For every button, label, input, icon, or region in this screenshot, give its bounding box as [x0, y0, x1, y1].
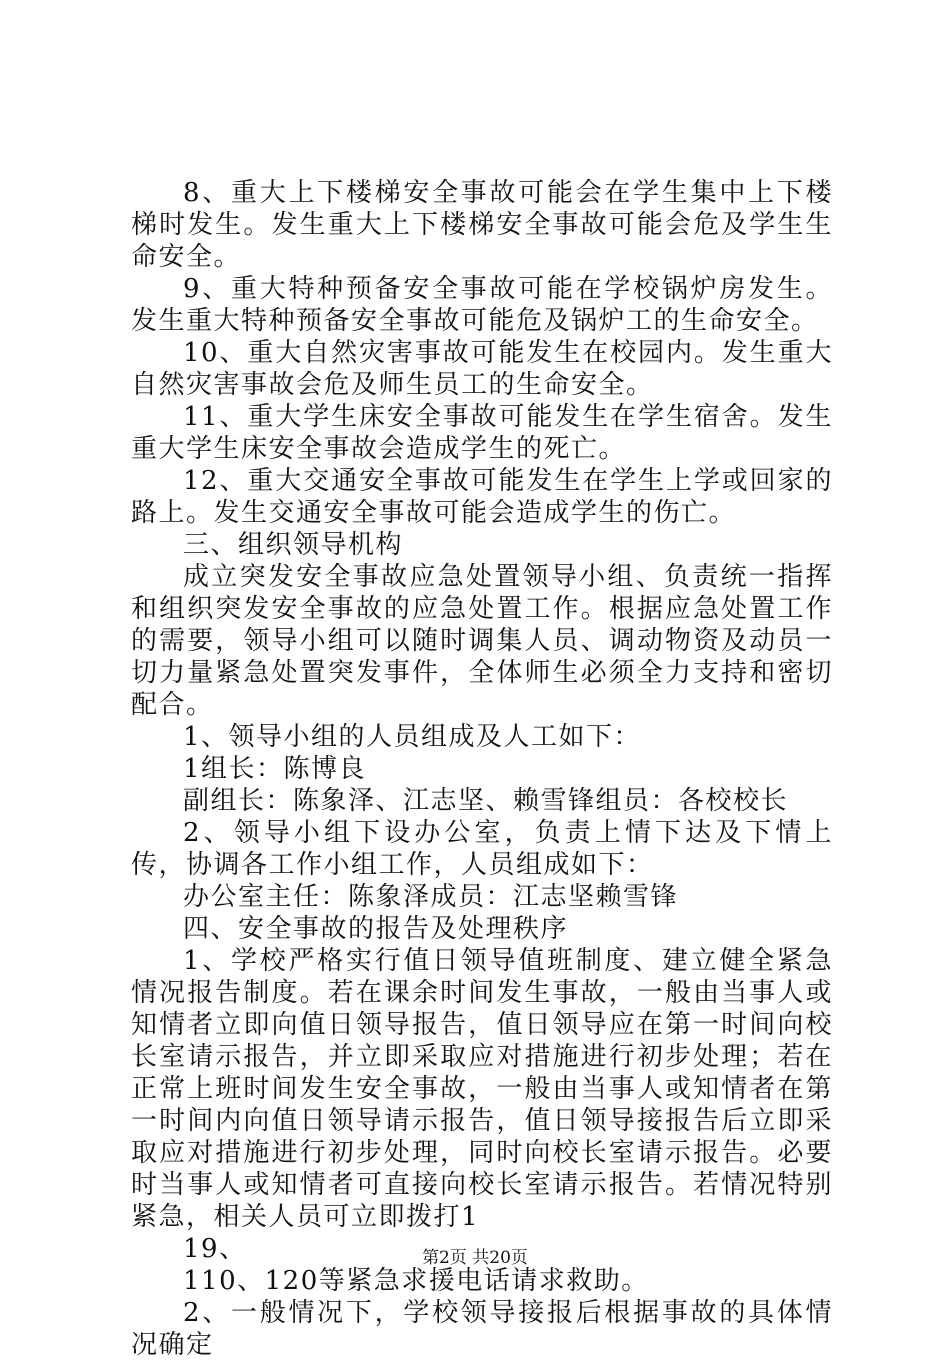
paragraph-student-bed-accident: 11、重大学生床安全事故可能发生在学生宿舍。发生重大学生床安全事故会造成学生的死亡。	[131, 402, 833, 464]
document-body	[131, 177, 833, 1361]
paragraph-special-equipment-accident: 9、重大特种预备安全事故可能在学校锅炉房发生。发生重大特种预备安全事故可能危及锅炉工的生命安全。	[131, 274, 833, 336]
paragraph-group-composition: 1、领导小组的人员组成及人工如下：	[183, 722, 642, 752]
paragraph-office-members: 办公室主任：陈象泽成员：江志坚赖雪锋	[183, 882, 679, 912]
paragraph-emergency-numbers: 110、120等紧急求援电话请求救助。	[183, 1266, 649, 1296]
section-heading-reporting: 四、安全事故的报告及处理秩序	[183, 914, 569, 944]
paragraph-traffic-accident: 12、重大交通安全事故可能发生在学生上学或回家的路上。发生交通安全事故可能会造成学生的伤亡。	[131, 466, 833, 528]
paragraph-number-fragment: 19、	[183, 1234, 247, 1264]
paragraph-natural-disaster: 10、重大自然灾害事故可能发生在校园内。发生重大自然灾害事故会危及师生员工的生命安全。	[131, 338, 833, 400]
section-heading-organization: 三、组织领导机构	[183, 530, 404, 560]
paragraph-duty-reporting: 1、学校严格实行值日领导值班制度、建立健全紧急情况报告制度。若在课余时间发生事故，一般由当事人或知情者立即向值日领导报告，值日领导应在第一时间向校长室请示报告，并立即采取应对措施进行初步处理；若在正常上班时间发生安全事故，一般由当事人或知情者在第一时间内向值日领导请示报告，值日领导接报告后立即采取应对措施进行初步处理，同时向校长室请示报告。必要时当事人或知情者可直接向校长室请示报告。若情况特别紧急，相关人员可立即拨打1	[131, 946, 833, 1232]
paragraph-stair-accident: 8、重大上下楼梯安全事故可能会在学生集中上下楼梯时发生。发生重大上下楼梯安全事故可能会危及学生生命安全。	[131, 178, 833, 272]
paragraph-office-setup: 2、领导小组下设办公室，负责上情下达及下情上传，协调各工作小组工作，人员组成如下：	[131, 818, 833, 880]
paragraph-general-handling: 2、一般情况下，学校领导接报后根据事故的具体情况确定	[131, 1298, 833, 1360]
paragraph-deputy-leaders: 副组长：陈象泽、江志坚、赖雪锋组员：各校校长	[183, 786, 789, 816]
page-number-footer: 第2页 共20页	[422, 1248, 528, 1268]
paragraph-leadership-group: 成立突发安全事故应急处置领导小组、负责统一指挥和组织突发安全事故的应急处置工作。根据应急处置工作的需要，领导小组可以随时调集人员、调动物资及动员一切力量紧急处置突发事件，全体师生必须全力支持和密切配合。	[131, 562, 833, 720]
paragraph-group-leader: 1组长：陈博良	[183, 754, 367, 784]
